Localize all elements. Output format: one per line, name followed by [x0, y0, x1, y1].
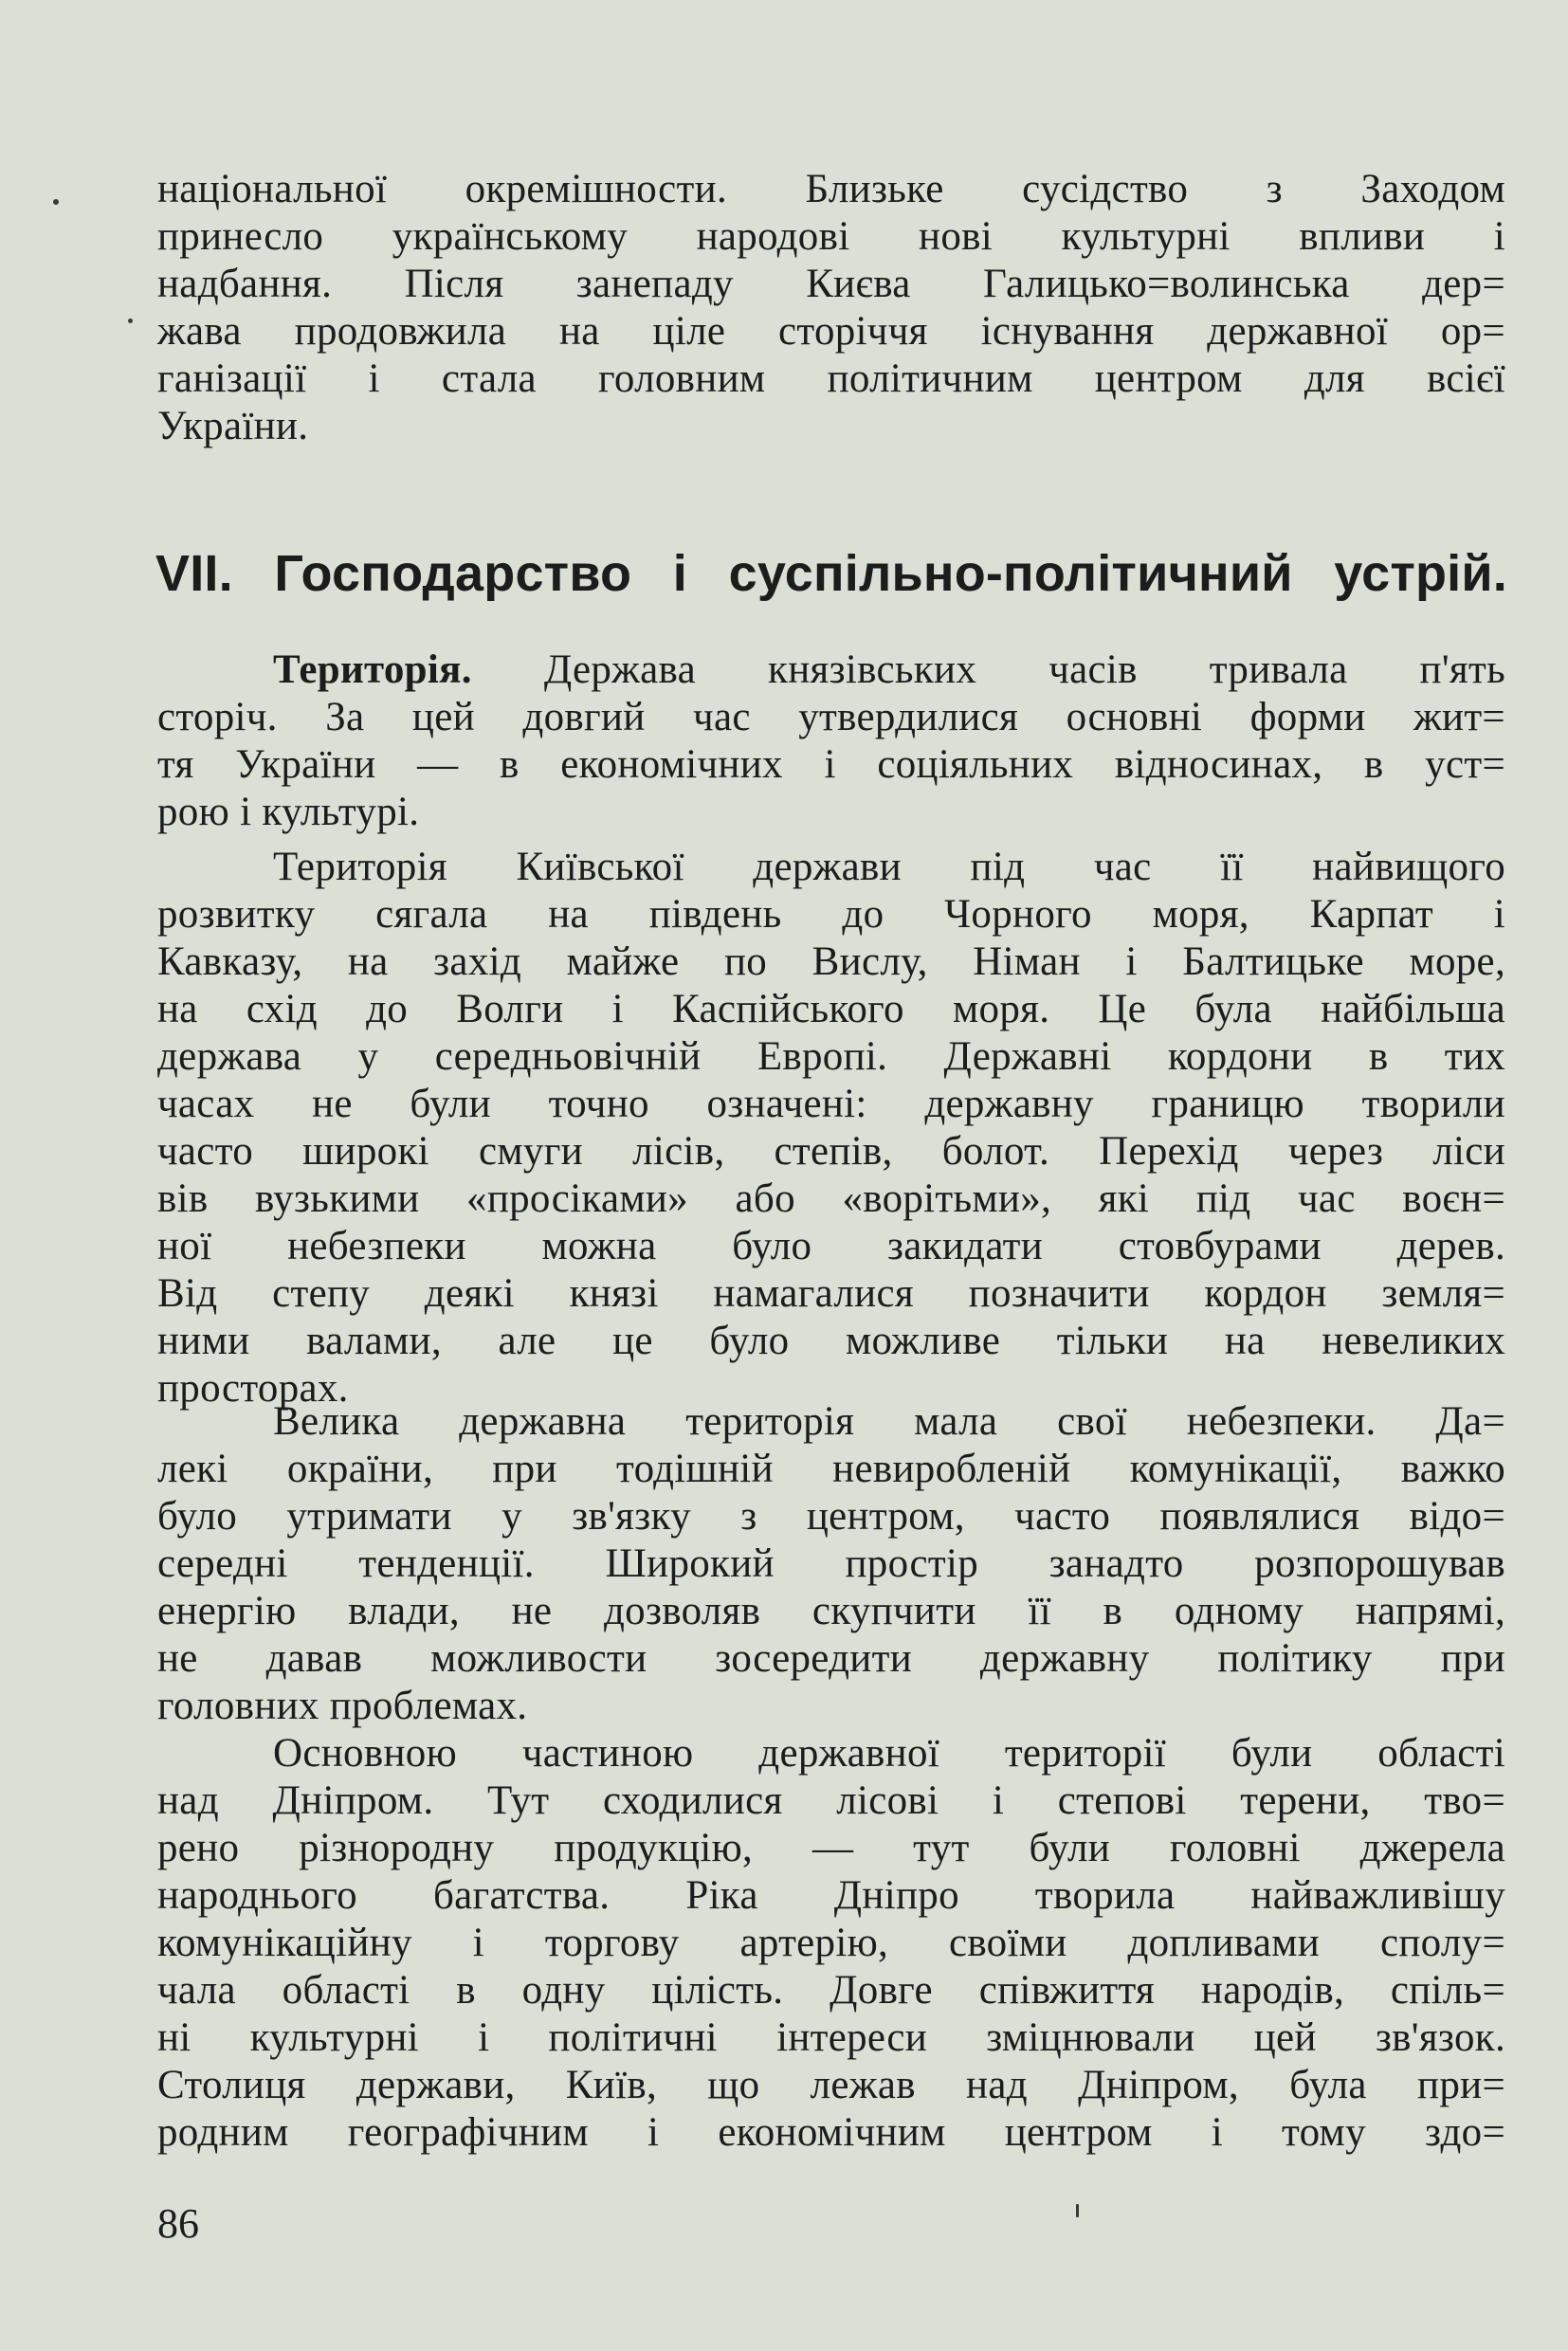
text-line: часто широкі смуги лісів, степів, болот. Перехід через ліси: [157, 1129, 1505, 1174]
ink-speck: [53, 199, 59, 205]
text-line: середні тенденції. Широкий простір занадто розпорошував: [157, 1541, 1505, 1586]
text-line: Від степу деякі князі намагалися позначити кордон земля=: [157, 1271, 1505, 1316]
text-line: рено різнородну продукцію, — тут були головні джерела: [157, 1826, 1505, 1870]
text-line: головних проблемах.: [157, 1684, 528, 1728]
text-fragment: Держава князівських часів тривала п'ять: [471, 647, 1505, 692]
text-line: надбання. Після занепаду Києва Галицько=волинська дер=: [157, 262, 1505, 306]
text-line: над Дніпром. Тут сходилися лісові і степові терени, тво=: [157, 1778, 1505, 1823]
page-number: 86: [157, 2200, 199, 2247]
text-line: на схід до Волги і Каспійського моря. Це була найбільша: [157, 987, 1505, 1031]
text-line: часах не були точно означені: державну границю творили: [157, 1082, 1505, 1126]
text-line: розвитку сягала на південь до Чорного моря, Карпат і: [157, 892, 1505, 937]
text-line: сторіч. За цей довгий час утвердилися основні форми жит=: [157, 695, 1505, 739]
text-line: рою і культурі.: [157, 790, 420, 834]
text-line: було утримати у зв'язку з центром, часто появлялися відо=: [157, 1494, 1505, 1539]
text-line: родним географічним і економічним центром і тому здо=: [157, 2110, 1505, 2155]
section-heading: VII. Господарство і суспільно-політичний устрій.: [155, 545, 1507, 602]
paragraph-lead-in: Територія.: [273, 647, 472, 692]
text-line: народнього багатства. Ріка Дніпро творила найважливішу: [157, 1873, 1505, 1918]
text-line: енергію влади, не дозволяв скупчити її в одному напрямі,: [157, 1589, 1505, 1633]
ink-speck: [1076, 2204, 1079, 2217]
text-line: лекі окраїни, при тодішній невиробленій комунікації, важко: [157, 1447, 1505, 1491]
text-line: ної небезпеки можна було закидати стовбурами дерев.: [157, 1224, 1505, 1268]
text-line: вів вузькими «просіками» або «ворітьми», які під час воєн=: [157, 1176, 1505, 1221]
text-line: Територія Київської держави під час її найвищого: [273, 845, 1505, 889]
text-line: не давав можливости зосередити державну політику при: [157, 1636, 1505, 1681]
text-line: Велика державна територія мала свої небезпеки. Да=: [273, 1399, 1505, 1444]
text-line: [157, 647, 1505, 694]
text-line: України.: [157, 404, 309, 448]
text-line: держава у середньовічній Европі. Державні кордони в тих: [157, 1034, 1505, 1079]
text-line: чала області в одну цілість. Довге співжиття народів, спіль=: [157, 1968, 1505, 2013]
text-line: Столиця держави, Київ, що лежав над Дніпром, була при=: [157, 2063, 1505, 2107]
text-line: Кавказу, на захід майже по Вислу, Німан і Балтицьке море,: [157, 939, 1505, 984]
text-line: принесло українському народові нові культурні впливи і: [157, 214, 1505, 259]
ink-speck: [128, 319, 133, 323]
text-line: просторах.: [157, 1366, 349, 1411]
text-line: національної окремішности. Близьке сусідство з Заходом: [157, 167, 1505, 211]
text-line: ні культурні і політичні інтереси зміцнювали цей зв'язок.: [157, 2015, 1505, 2060]
text-line: ганізації і стала головним політичним центром для всієї: [157, 356, 1505, 401]
text-line: тя України — в економічних і соціяльних відносинах, в уст=: [157, 742, 1505, 787]
text-line: ними валами, але це було можливе тільки на невеликих: [157, 1319, 1505, 1363]
text-line: жава продовжила на ціле сторіччя існування державної ор=: [157, 309, 1505, 354]
text-line: комунікаційну і торгову артерію, своїми допливами сполу=: [157, 1921, 1505, 1965]
text-line: Основною частиною державної території були області: [273, 1731, 1505, 1776]
